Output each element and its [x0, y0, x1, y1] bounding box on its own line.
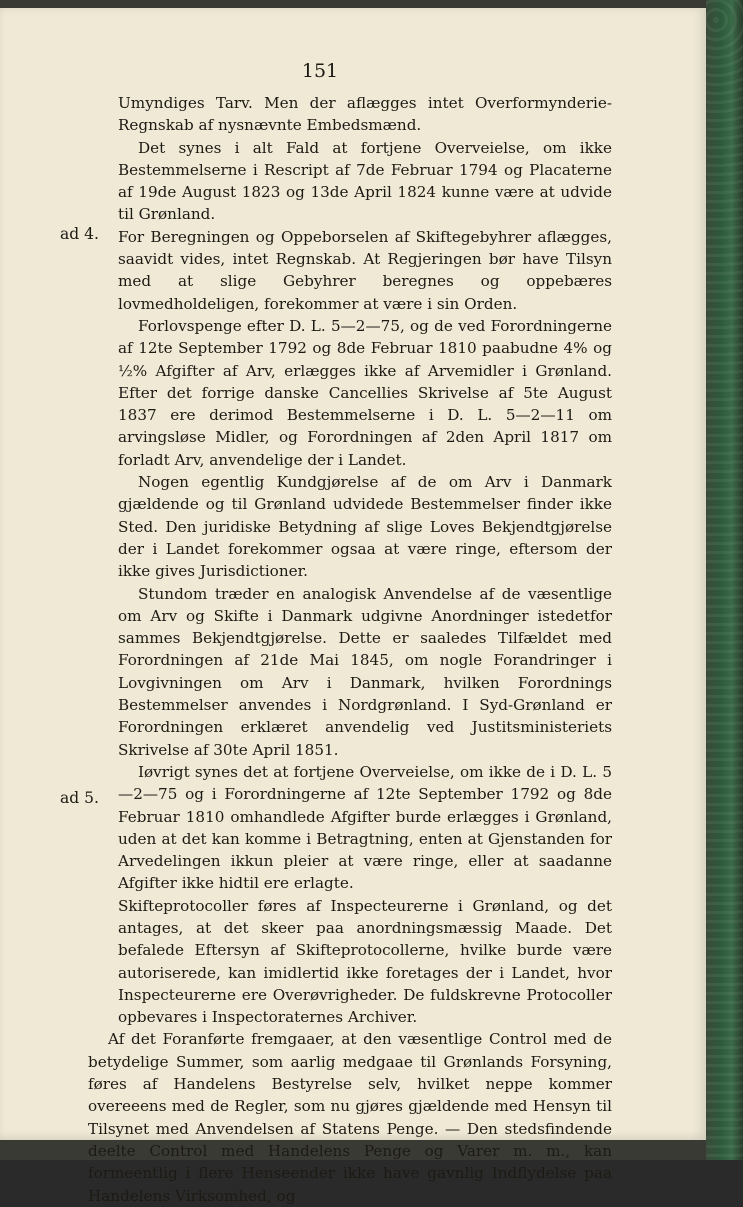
- body-text: [88, 92, 612, 1207]
- paragraph: Iøvrigt synes det at fortjene Overveielse, om ikke de i D. L. 5—2—75 og i Forordningerne af 12te September 1792 og 8de Februar 1810 omhandlede Afgifter burde erlægges i Grønland, uden at det kan komme i Betragtning, enten at Gjenstanden for Arvedelingen ikkun pleier at være ringe, eller at saadanne Afgifter ikke hidtil ere erlagte.: [118, 762, 612, 893]
- paragraph: Stundom træder en analogisk Anvendelse af de væsentlige om Arv og Skifte i Danmark udgivne Anordninger istedetfor sammes Bekjendtgjørelse. Dette er saaledes Tilfældet med Forordningen af 21de Mai 1845, om nogle Forandringer i Lovgivningen om Arv i Danmark, hvilken Forordnings Bestemmelser anvendes i Nordgrønland. I Syd-Grønland er Forordningen erklæret anvendelig ved Justitsministeriets Skrivelse af 30te April 1851.: [118, 584, 612, 759]
- section-label-ad4: ad 4.: [60, 225, 99, 243]
- paragraph: Det synes i alt Fald at fortjene Overveielse, om ikke Bestemmelserne i Rescript af 7de Februar 1794 og Placaterne af 19de August 1823 og 13de April 1824 kunne være at udvide til Grønland.: [118, 138, 612, 224]
- paragraph: For Beregningen og Oppeborselen af Skiftegebyhrer aflægges, saavidt vides, intet Regnskab. At Regjeringen bør have Tilsyn med at slige Gebyhrer beregnes og oppebæres lovmedholdeligen, forekommer at være i sin Orden.: [118, 227, 612, 313]
- paragraph: Skifteprotocoller føres af Inspecteurerne i Grønland, og det antages, at det skeer paa anordningsmæssig Maade. Det befalede Eftersyn af Skifteprotocollerne, hvilke burde være autoriserede, kan imidlertid ikke foretages der i Landet, hvor Inspecteurerne ere Overøvrigheder. De fuldskrevne Protocoller opbevares i Inspectoraternes Archiver.: [118, 896, 612, 1027]
- section-label-ad5: ad 5.: [60, 789, 99, 807]
- book-binding: [706, 0, 743, 1160]
- page-number: 151: [301, 60, 339, 82]
- paragraph: Af det Foranførte fremgaaer, at den væsentlige Control med de betydelige Summer, som aarlig medgaae til Grønlands Forsyning, føres af Handelens Bestyrelse selv, hvilket neppe kommer overeeens med de Regler, som nu gjøres gjældende med Hensyn til Tilsynet med Anvendelsen af Statens Penge. — Den stedsfindende deelte Control med Handelens Penge og Varer m. m., kan formeentlig i flere Henseender ikke have gavnlig Indflydelse paa Handelens Virksomhed, og: [88, 1030, 612, 1205]
- paragraph: Forlovspenge efter D. L. 5—2—75, og de ved Forordningerne af 12te September 1792 og 8de Februar 1810 paabudne 4% og ½% Afgifter af Arv, erlægges ikke af Arvemidler i Grønland. Efter det forrige danske Cancellies Skrivelse af 5te August 1837 ere derimod Bestemmelserne i D. L. 5—2—11 om arvingsløse Midler, og Forordningen af 2den April 1817 om forladt Arv, anvendelige der i Landet.: [118, 316, 612, 469]
- paragraph: Umyndiges Tarv. Men der aflægges intet Overformynderie-Regnskab af nysnævnte Embedsmænd.: [118, 94, 612, 135]
- paragraph: Nogen egentlig Kundgjørelse af de om Arv i Danmark gjældende og til Grønland udvidede Bestemmelser finder ikke Sted. Den juridiske Betydning af slige Loves Bekjendtgjørelse der i Landet forekommer ogsaa at være ringe, eftersom der ikke gives Jurisdictioner.: [118, 473, 612, 581]
